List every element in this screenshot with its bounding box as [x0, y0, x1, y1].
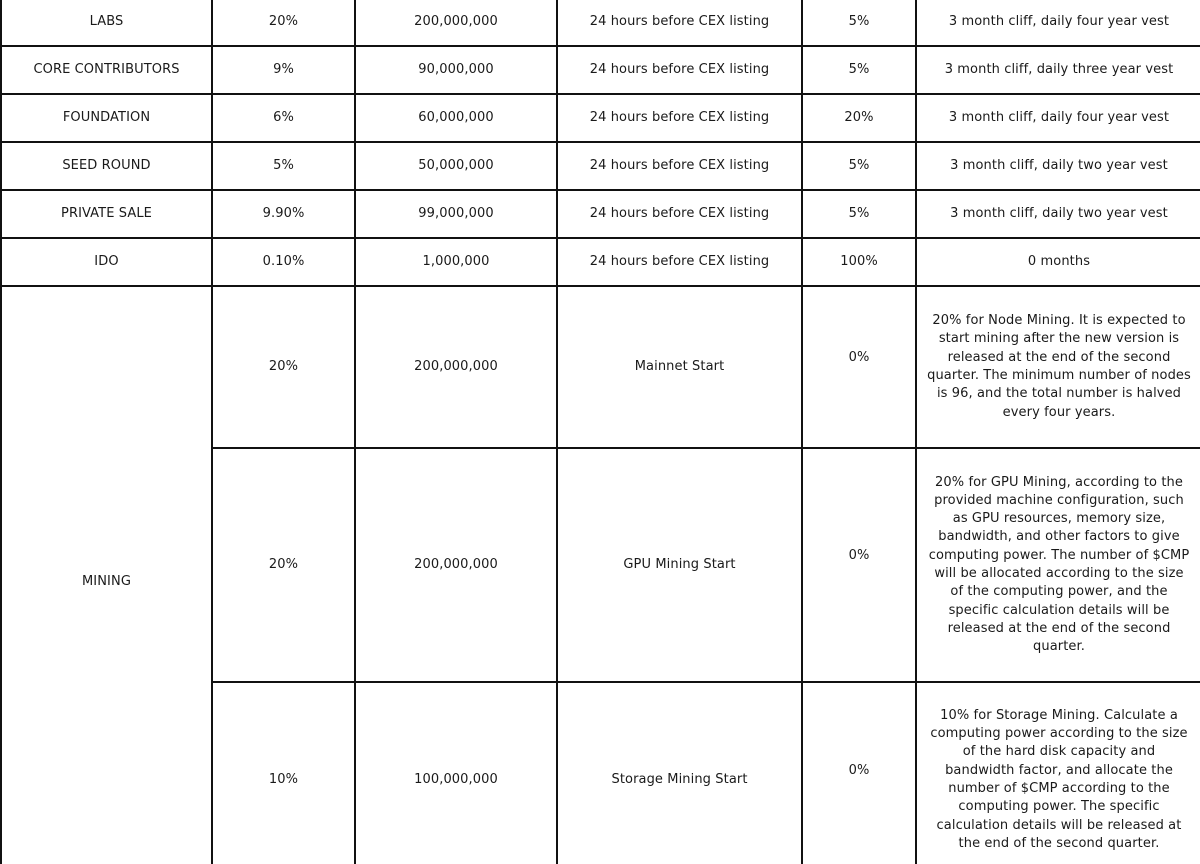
- category-cell: SEED ROUND: [1, 142, 212, 190]
- percent-cell: 20%: [212, 286, 355, 448]
- vesting-cell: 3 month cliff, daily four year vest: [916, 94, 1200, 142]
- percent-cell: 20%: [212, 0, 355, 46]
- vesting-cell: 3 month cliff, daily two year vest: [916, 190, 1200, 238]
- tge-cell: 24 hours before CEX listing: [557, 0, 802, 46]
- amount-cell: 99,000,000: [355, 190, 557, 238]
- unlock-cell: 5%: [802, 142, 916, 190]
- table-row: [1, 94, 1200, 142]
- unlock-value: 0%: [848, 349, 870, 365]
- table-row: [1, 46, 1200, 94]
- percent-cell: 5%: [212, 142, 355, 190]
- table-row: [1, 238, 1200, 286]
- unlock-cell: [802, 286, 916, 448]
- vesting-detail-cell: 20% for Node Mining. It is expected to start mining after the new version is released at the end of the second quarter. The minimum number of nodes is 96, and the total number is halved every four years.: [916, 286, 1200, 448]
- amount-cell: 100,000,000: [355, 682, 557, 864]
- category-cell: LABS: [1, 0, 212, 46]
- amount-cell: 50,000,000: [355, 142, 557, 190]
- unlock-value: 0%: [848, 547, 870, 563]
- vesting-detail-cell: 10% for Storage Mining. Calculate a computing power according to the size of the hard disk capacity and bandwidth factor, and allocate the number of $CMP according to the computing power. The specific calculation details will be released at the end of the second quarter.: [916, 682, 1200, 864]
- vesting-cell: 3 month cliff, daily two year vest: [916, 142, 1200, 190]
- unlock-cell: 100%: [802, 238, 916, 286]
- vesting-cell: 3 month cliff, daily four year vest: [916, 0, 1200, 46]
- unlock-cell: 5%: [802, 0, 916, 46]
- unlock-cell: 5%: [802, 46, 916, 94]
- vesting-cell: 0 months: [916, 238, 1200, 286]
- amount-cell: 200,000,000: [355, 286, 557, 448]
- tge-cell: 24 hours before CEX listing: [557, 46, 802, 94]
- unlock-cell: [802, 448, 916, 682]
- percent-cell: 10%: [212, 682, 355, 864]
- table-row: [1, 0, 1200, 46]
- percent-cell: 9%: [212, 46, 355, 94]
- tge-cell: Mainnet Start: [557, 286, 802, 448]
- vesting-detail-cell: 20% for GPU Mining, according to the provided machine configuration, such as GPU resources, memory size, bandwidth, and other factors to give computing power. The number of $CMP will be allocated according to the size of the computing power, and the specific calculation details will be released at the end of the second quarter.: [916, 448, 1200, 682]
- tge-cell: Storage Mining Start: [557, 682, 802, 864]
- mining-row-node: [1, 286, 1200, 448]
- percent-cell: 0.10%: [212, 238, 355, 286]
- tge-cell: 24 hours before CEX listing: [557, 238, 802, 286]
- percent-cell: 20%: [212, 448, 355, 682]
- tge-cell: 24 hours before CEX listing: [557, 190, 802, 238]
- mining-category-cell: MINING: [1, 286, 212, 864]
- amount-cell: 1,000,000: [355, 238, 557, 286]
- table-row: [1, 142, 1200, 190]
- table-row: [1, 190, 1200, 238]
- category-cell: IDO: [1, 238, 212, 286]
- unlock-cell: 20%: [802, 94, 916, 142]
- table-body: [1, 0, 1200, 864]
- unlock-value: 0%: [848, 762, 870, 778]
- category-cell: CORE CONTRIBUTORS: [1, 46, 212, 94]
- tge-cell: 24 hours before CEX listing: [557, 142, 802, 190]
- unlock-cell: 5%: [802, 190, 916, 238]
- amount-cell: 200,000,000: [355, 448, 557, 682]
- amount-cell: 200,000,000: [355, 0, 557, 46]
- unlock-cell: [802, 682, 916, 864]
- vesting-cell: 3 month cliff, daily three year vest: [916, 46, 1200, 94]
- amount-cell: 60,000,000: [355, 94, 557, 142]
- amount-cell: 90,000,000: [355, 46, 557, 94]
- category-cell: FOUNDATION: [1, 94, 212, 142]
- category-cell: PRIVATE SALE: [1, 190, 212, 238]
- tge-cell: GPU Mining Start: [557, 448, 802, 682]
- tge-cell: 24 hours before CEX listing: [557, 94, 802, 142]
- percent-cell: 6%: [212, 94, 355, 142]
- percent-cell: 9.90%: [212, 190, 355, 238]
